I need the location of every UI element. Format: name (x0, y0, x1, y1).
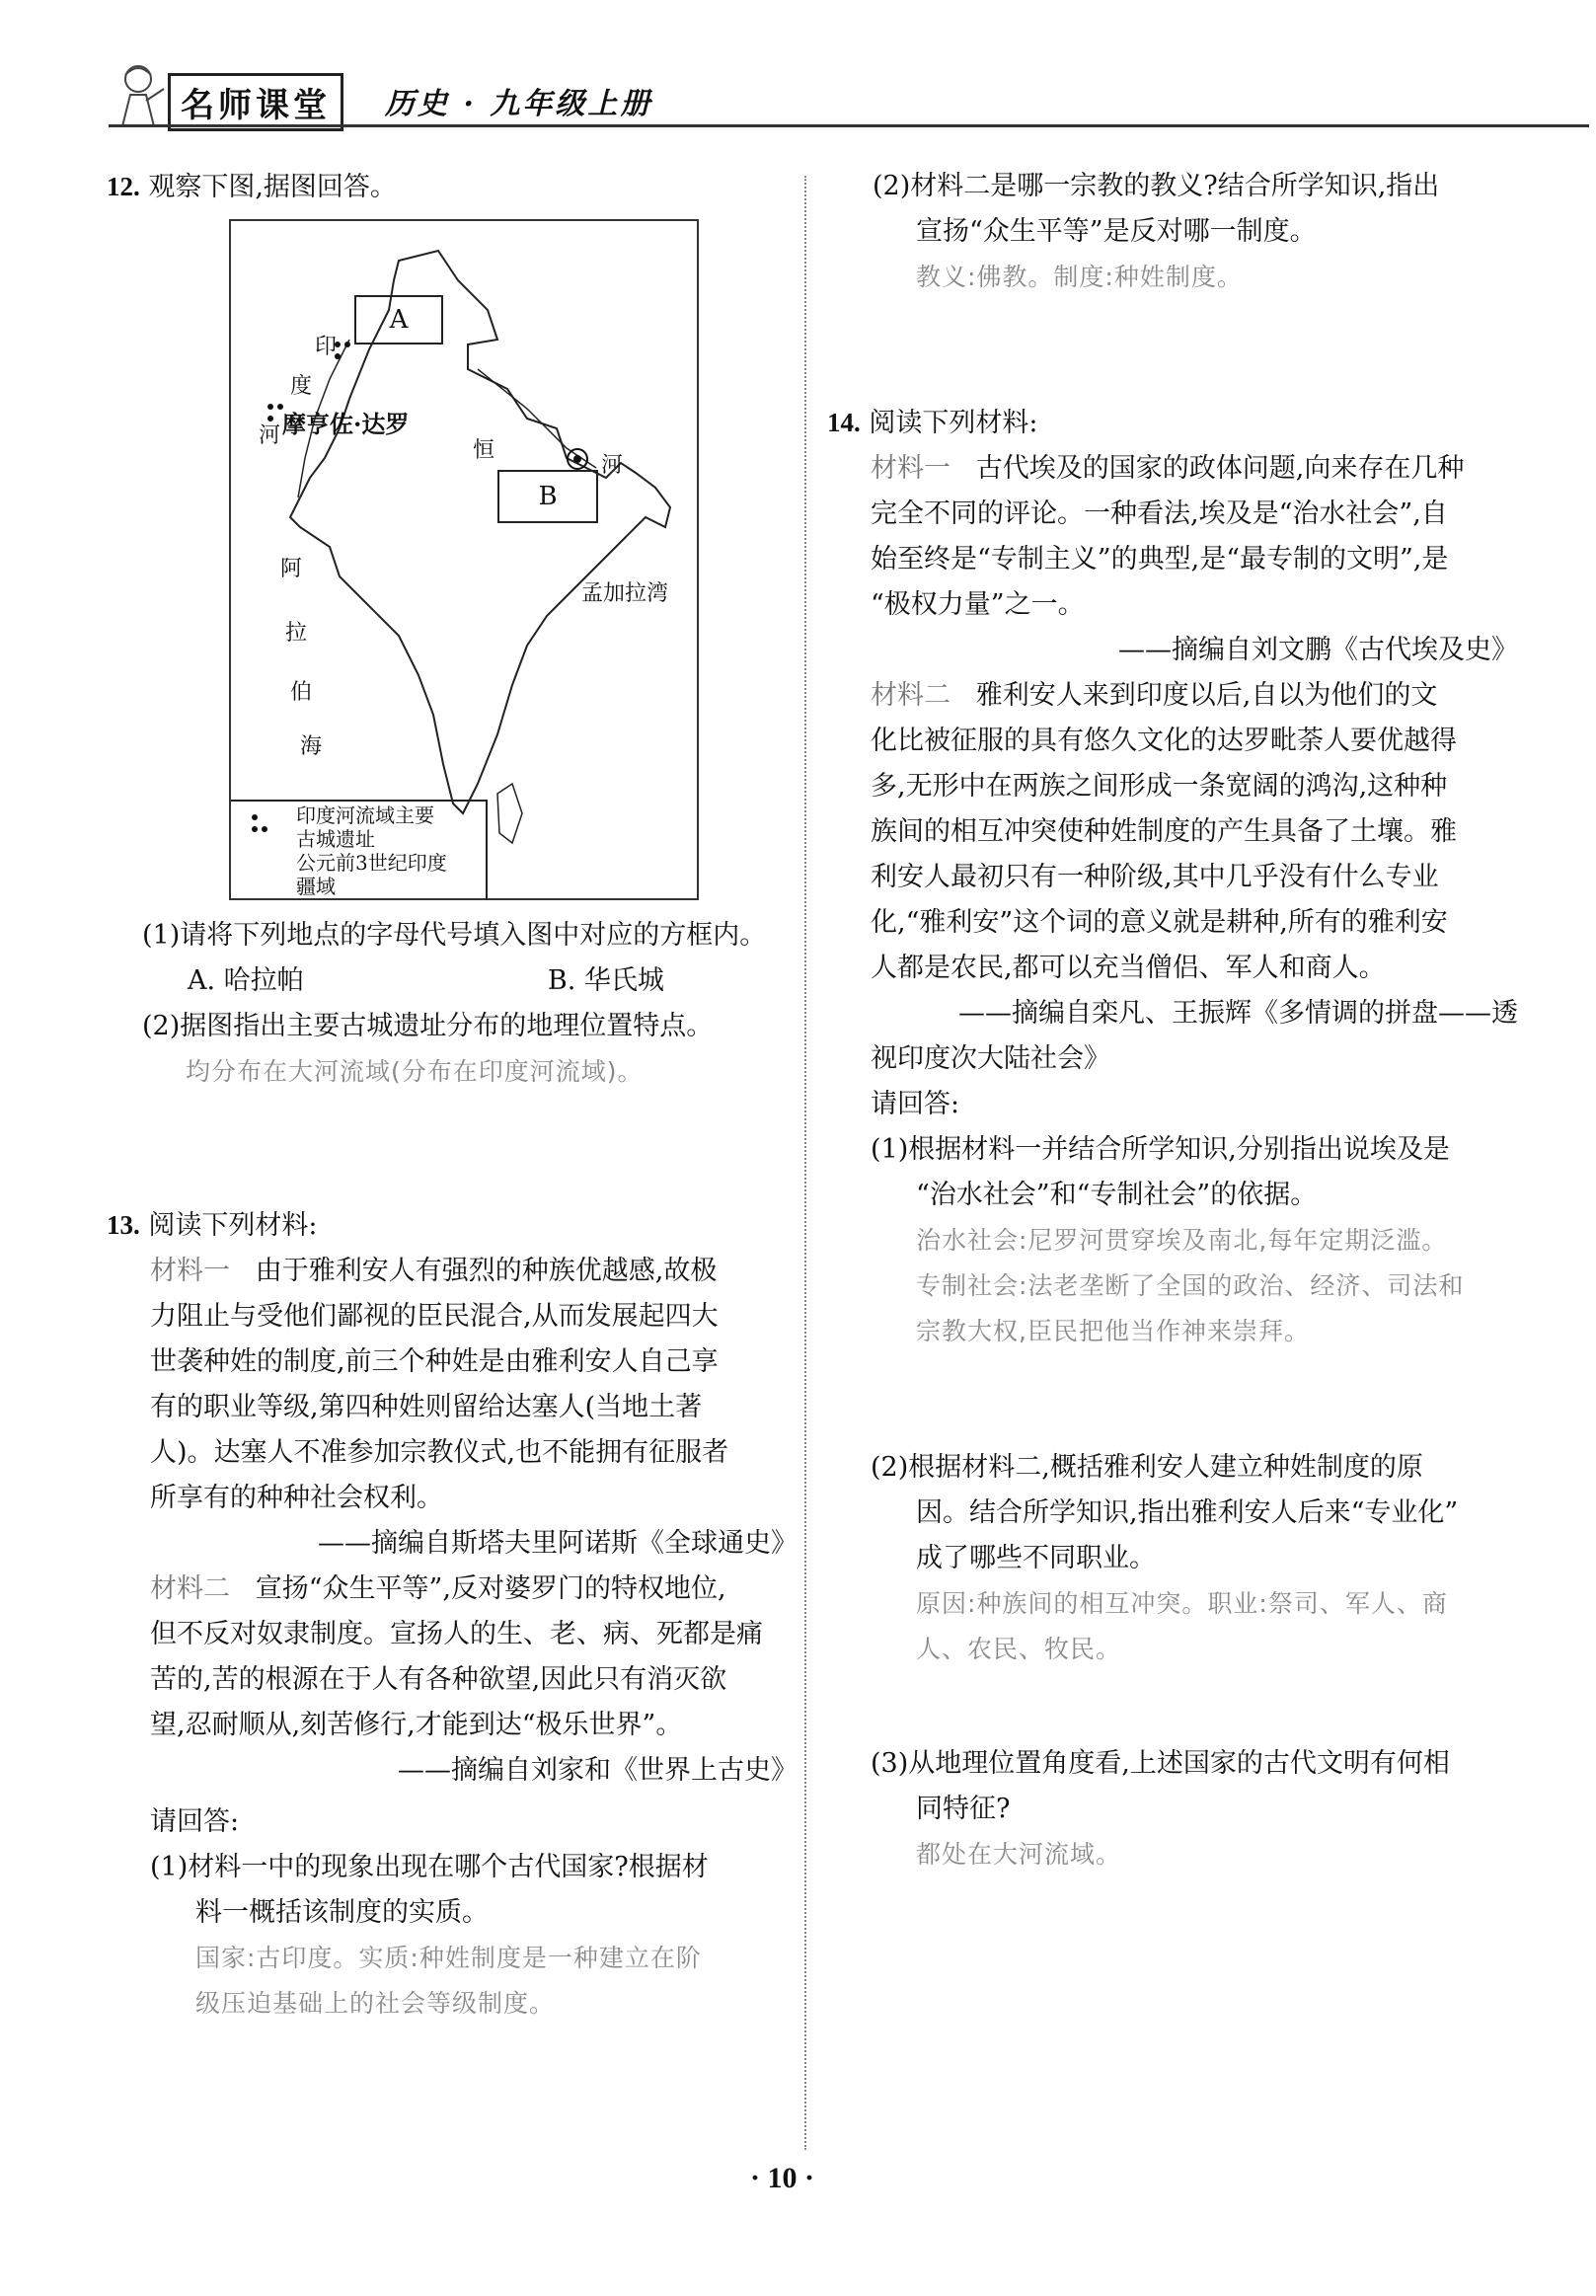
answer: 宗教大权,臣民把他当作神来崇拜。 (916, 1317, 1310, 1345)
question-part: (2)据图指出主要古城遗址分布的地理位置特点。 (142, 1011, 714, 1041)
material-text: 雅利安人来到印度以后,自以为他们的文 (975, 680, 1438, 711)
bay-label: 孟加拉湾 (581, 581, 669, 606)
material-text: 始至终是“专制主义”的典型,是“最专制的文明”,是 (871, 544, 1449, 574)
answer: 原因:种族间的相互冲突。职业:祭司、军人、商 (916, 1589, 1448, 1618)
capital-icon (563, 444, 592, 474)
question-part: (1)请将下列地点的字母代号填入图中对应的方框内。 (142, 920, 767, 951)
question-part: (2)材料二是哪一宗教的教义?结合所学知识,指出 (873, 171, 1440, 201)
answer: 都处在大河流域。 (916, 1840, 1122, 1869)
sea-label: 伯 (290, 680, 313, 705)
material-text: 完全不同的评论。一种看法,埃及是“治水社会”,自 (871, 498, 1448, 529)
option-a: A. 哈拉帕 (188, 965, 304, 996)
question-stem: 阅读下列材料: (869, 408, 1038, 438)
question-number: 12. (107, 172, 140, 201)
question-part: (1)根据材料一并结合所学知识,分别指出说埃及是 (871, 1134, 1450, 1165)
page-number: · 10 · (750, 2162, 815, 2194)
column-divider (804, 176, 806, 2150)
options-row (188, 958, 790, 1004)
city-label: 摩亨佐·达罗 (282, 410, 410, 438)
question-stem: 阅读下列材料: (148, 1210, 318, 1241)
question-part: 同特征? (916, 1794, 1011, 1824)
legend-line: 印度河流域主要 (296, 804, 434, 827)
question-part: 成了哪些不同职业。 (916, 1543, 1156, 1573)
question-12-parts (142, 913, 790, 1095)
material-source: ——摘编自斯塔夫里阿诺斯《全球通史》 (318, 1528, 798, 1559)
question-part: (1)材料一中的现象出现在哪个古代国家?根据材 (150, 1852, 709, 1882)
answer: 国家:古印度。实质:种姓制度是一种建立在阶 (195, 1944, 702, 1972)
question-part: 因。结合所学知识,指出雅利安人后来“专业化” (916, 1497, 1459, 1528)
answer: 专制社会:法老垄断了全国的政治、经济、司法和 (916, 1271, 1465, 1300)
brand-title: 名师课堂 (168, 73, 343, 131)
material-label: 材料一 (150, 1256, 230, 1286)
material-source: 视印度次大陆社会》 (871, 1043, 1110, 1074)
mascot-icon (109, 61, 168, 130)
legend-line: 公元前3世纪印度 (296, 851, 447, 875)
answer: 人、农民、牧民。 (916, 1635, 1122, 1663)
question-part: (3)从地理位置角度看,上述国家的古代文明有何相 (871, 1748, 1450, 1779)
question-12 (107, 164, 798, 210)
map-label: 度 (290, 374, 313, 399)
material-label: 材料二 (871, 680, 950, 711)
material-text: 苦的,苦的根源在于人有各种欲望,因此只有消灭欲 (150, 1664, 727, 1695)
material-text: 人)。达塞人不准参加宗教仪式,也不能拥有征服者 (150, 1437, 729, 1468)
map-box-b: B (497, 470, 598, 523)
india-map (229, 219, 699, 900)
answer: 均分布在大河流域(分布在印度河流域)。 (186, 1057, 644, 1086)
question-13 (107, 1202, 798, 2027)
material-text: 人都是农民,都可以充当僧侣、军人和商人。 (871, 953, 1386, 983)
material-source: ——摘编自栾凡、王振辉《多情调的拼盘——透 (958, 998, 1518, 1029)
answer: 教义:佛教。制度:种姓制度。 (916, 263, 1243, 291)
map-box-a: A (354, 295, 443, 344)
subject-title: 历史 · 九年级上册 (385, 87, 653, 121)
material-text: 化,“雅利安”这个词的意义就是耕种,所有的雅利安 (871, 907, 1448, 938)
header-rule (109, 124, 1589, 127)
option-b: B. 华氏城 (547, 965, 664, 996)
map-legend (231, 800, 488, 900)
material-text: 力阻止与受他们鄙视的臣民混合,从而发展起四大 (150, 1301, 719, 1332)
material-text: 利安人最初只有一种阶级,其中几乎没有什么专业 (871, 862, 1439, 892)
material-source: ——摘编自刘文鹏《古代埃及史》 (1118, 635, 1518, 665)
question-part: “治水社会”和“专制社会”的依据。 (916, 1180, 1318, 1210)
ask-label: 请回答: (871, 1089, 960, 1119)
material-text: 有的职业等级,第四种姓则留给达塞人(当地土著 (150, 1392, 703, 1422)
question-stem: 观察下图,据图回答。 (148, 172, 397, 202)
material-text: 世袭种姓的制度,前三个种姓是由雅利安人自己享 (150, 1346, 719, 1377)
material-source: ——摘编自刘家和《世界上古史》 (398, 1755, 798, 1786)
question-part: 料一概括该制度的实质。 (195, 1897, 489, 1928)
question-14 (827, 400, 1518, 1877)
map-label: 印 (315, 335, 338, 359)
material-text: 由于雅利安人有强烈的种族优越感,故极 (255, 1256, 718, 1286)
material-text: 古代埃及的国家的政体问题,向来存在几种 (975, 453, 1465, 484)
question-number: 13. (107, 1210, 140, 1240)
legend-line: 古城遗址 (296, 827, 375, 851)
answer: 治水社会:尼罗河贯穿埃及南北,每年定期泛滥。 (916, 1226, 1448, 1255)
material-label: 材料二 (150, 1573, 230, 1604)
sea-label: 拉 (285, 621, 308, 646)
sea-label: 海 (300, 734, 323, 759)
material-text: 化比被征服的具有悠久文化的达罗毗荼人要优越得 (871, 726, 1457, 756)
material-text: 但不反对奴隶制度。宣扬人的生、老、病、死都是痛 (150, 1619, 763, 1649)
material-label: 材料一 (871, 453, 950, 484)
map-label: 恒 (473, 438, 495, 463)
legend-text (296, 804, 447, 898)
sea-label: 阿 (280, 557, 303, 581)
question-13-part2 (873, 164, 1563, 300)
ask-label: 请回答: (150, 1806, 240, 1837)
material-text: 宣扬“众生平等”,反对婆罗门的特权地位, (255, 1573, 726, 1604)
question-part: 宣扬“众生平等”是反对哪一制度。 (916, 216, 1317, 247)
map-label: 河 (601, 453, 624, 478)
material-text: “极权力量”之一。 (871, 589, 1085, 620)
material-text: 族间的相互冲突使种姓制度的产生具备了土壤。雅 (871, 816, 1457, 847)
map-label: 河 (259, 423, 281, 448)
page-header (109, 61, 1596, 130)
legend-dots-icon (249, 811, 272, 835)
legend-line: 疆域 (296, 875, 336, 898)
material-text: 望,忍耐顺从,刻苦修行,才能到达“极乐世界”。 (150, 1710, 683, 1740)
material-text: 所享有的种种社会权利。 (150, 1483, 443, 1513)
question-number: 14. (827, 408, 861, 437)
material-text: 多,无形中在两族之间形成一条宽阔的鸿沟,这种种 (871, 771, 1448, 802)
question-part: (2)根据材料二,概括雅利安人建立种姓制度的原 (871, 1452, 1423, 1483)
answer: 级压迫基础上的社会等级制度。 (195, 1989, 556, 2018)
